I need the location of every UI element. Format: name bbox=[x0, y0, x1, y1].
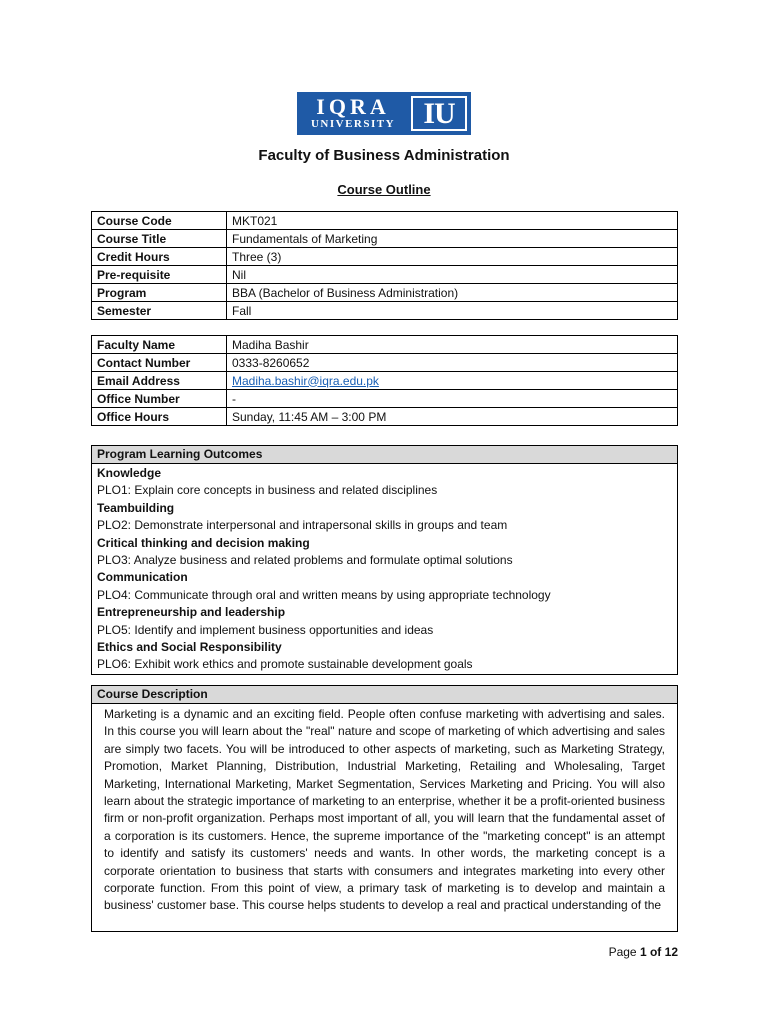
plo-text: Explain core concepts in business and related disciplines bbox=[131, 483, 438, 498]
page-total: 12 bbox=[664, 945, 678, 959]
contact-number-label: Contact Number bbox=[92, 354, 227, 372]
course-description-section bbox=[91, 685, 678, 932]
plo-item bbox=[97, 552, 672, 569]
plo-item bbox=[97, 656, 672, 673]
plo-text: Exhibit work ethics and promote sustainable development goals bbox=[131, 657, 473, 672]
logo-wordmark bbox=[297, 92, 409, 135]
faculty-name-value: Madiha Bashir bbox=[227, 336, 678, 354]
logo-iqra-text: IQRA bbox=[316, 94, 390, 119]
plo-category: Communication bbox=[97, 570, 188, 585]
course-code-label: Course Code bbox=[92, 212, 227, 230]
table-row bbox=[92, 212, 678, 230]
plo-text: Identify and implement business opportunities and ideas bbox=[131, 622, 434, 637]
plo-category: Entrepreneurship and leadership bbox=[97, 605, 286, 620]
plo-code: PLO3: bbox=[97, 552, 132, 567]
plo-category: Knowledge bbox=[97, 466, 162, 480]
table-row bbox=[92, 284, 678, 302]
university-logo bbox=[297, 92, 471, 135]
plo-heading: Program Learning Outcomes bbox=[92, 446, 677, 464]
program-label: Program bbox=[92, 284, 227, 302]
plo-item bbox=[97, 587, 672, 604]
course-code-value: MKT021 bbox=[227, 212, 678, 230]
table-row bbox=[92, 372, 678, 390]
office-hours-value: Sunday, 11:45 AM – 3:00 PM bbox=[227, 408, 678, 426]
plo-category: Ethics and Social Responsibility bbox=[97, 639, 282, 654]
contact-number-value: 0333-8260652 bbox=[227, 354, 678, 372]
plo-code: PLO4: bbox=[97, 587, 132, 602]
table-row bbox=[92, 230, 678, 248]
plo-category: Teambuilding bbox=[97, 500, 175, 515]
course-description-heading: Course Description bbox=[92, 686, 677, 704]
page-number bbox=[609, 945, 678, 959]
course-description-text: Marketing is a dynamic and an exciting field. People often confuse marketing with advertising and sales. In this course you will learn about the "real" nature and scope of marketing of which advertising and sales are simply two facets. You will be introduced to other aspects of marketing, such as Marketing Strategy, Promotion, Market Planning, Distribution, Industrial Marketing, Retailing and Wholesaling, Target Marketing, International Marketing, Market Segmentation, Services Marketing and Pricing. You will also learn about the strategic importance of marketing to an enterprise, whether it be a profit-oriented business firm or non-profit organization. Perhaps most important of all, you will learn that the fundamental asset of a corporation is its customers. Hence, the supreme importance of the "marketing concept" is an attempt to identify and satisfy its customers' needs and wants. In other words, the marketing concept is a corporate orientation to business that starts with consumers and integrates marketing into every other corporate function. From this point of view, a primary task of marketing is to develop and maintain a business' customer base. This course helps students to develop a real and practical understanding of the bbox=[104, 707, 665, 913]
course-outline-heading: Course Outline bbox=[337, 182, 431, 197]
program-value: BBA (Bachelor of Business Administration) bbox=[227, 284, 678, 302]
semester-label: Semester bbox=[92, 302, 227, 320]
plo-list bbox=[92, 464, 677, 674]
email-address-label: Email Address bbox=[92, 372, 227, 390]
table-row bbox=[92, 354, 678, 372]
table-row bbox=[92, 248, 678, 266]
page-of-label: of bbox=[649, 945, 662, 959]
email-address-cell bbox=[227, 372, 678, 390]
table-row bbox=[92, 336, 678, 354]
page-label: Page bbox=[608, 945, 637, 959]
office-hours-label: Office Hours bbox=[92, 408, 227, 426]
plo-category: Critical thinking and decision making bbox=[97, 535, 310, 550]
program-learning-outcomes-section bbox=[91, 445, 678, 675]
table-row bbox=[92, 266, 678, 284]
logo-university-text: UNIVERSITY bbox=[310, 118, 396, 130]
logo-iu-mark: IU bbox=[411, 96, 467, 131]
office-number-label: Office Number bbox=[92, 390, 227, 408]
plo-item bbox=[97, 482, 672, 499]
prerequisite-label: Pre-requisite bbox=[92, 266, 227, 284]
plo-text: Communicate through oral and written means by using appropriate technology bbox=[131, 587, 551, 602]
plo-item bbox=[97, 622, 672, 639]
plo-code: PLO2: bbox=[97, 518, 132, 533]
plo-code: PLO6: bbox=[97, 657, 132, 672]
plo-text: Analyze business and related problems and formulate optimal solutions bbox=[131, 552, 513, 567]
plo-code: PLO1: bbox=[97, 483, 132, 498]
table-row bbox=[92, 302, 678, 320]
table-row bbox=[92, 408, 678, 426]
table-row bbox=[92, 390, 678, 408]
prerequisite-value: Nil bbox=[227, 266, 678, 284]
credit-hours-value: Three (3) bbox=[227, 248, 678, 266]
office-number-value: - bbox=[227, 390, 678, 408]
faculty-name-label: Faculty Name bbox=[92, 336, 227, 354]
course-info-table bbox=[91, 211, 678, 320]
plo-text: Demonstrate interpersonal and intrapersonal skills in groups and team bbox=[131, 518, 508, 533]
page-current: 1 bbox=[639, 945, 647, 959]
course-title-label: Course Title bbox=[92, 230, 227, 248]
plo-item bbox=[97, 517, 672, 534]
credit-hours-label: Credit Hours bbox=[92, 248, 227, 266]
faculty-info-table bbox=[91, 335, 678, 426]
faculty-title: Faculty of Business Administration bbox=[258, 147, 510, 164]
course-title-value: Fundamentals of Marketing bbox=[227, 230, 678, 248]
plo-code: PLO5: bbox=[97, 622, 132, 637]
semester-value: Fall bbox=[227, 302, 678, 320]
email-link[interactable]: Madiha.bashir@iqra.edu.pk bbox=[232, 373, 379, 388]
